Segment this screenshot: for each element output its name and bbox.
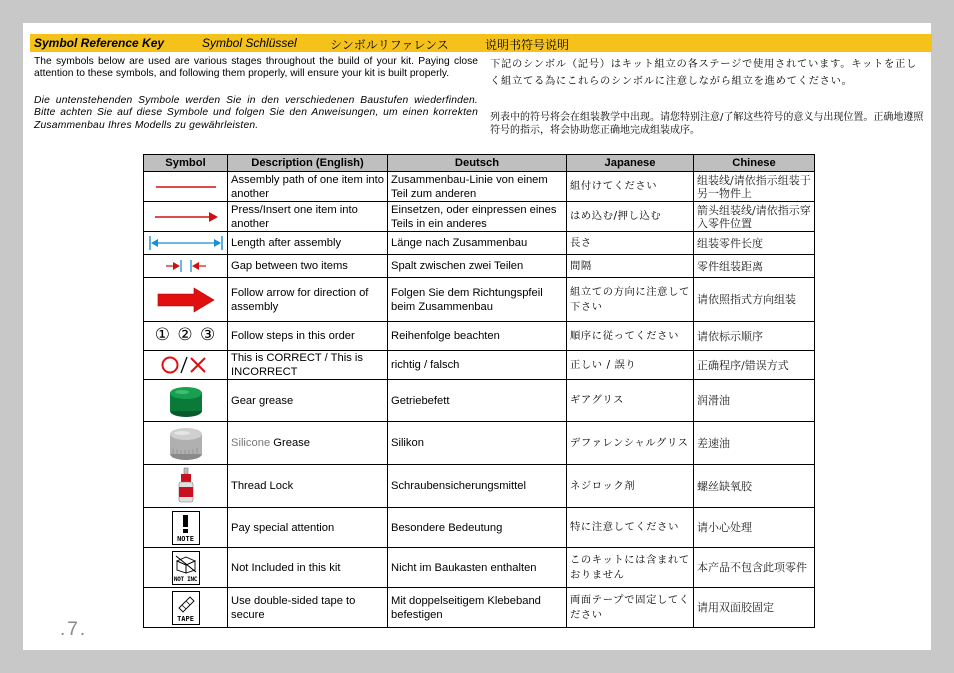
tape-label: TAPE <box>177 614 194 623</box>
title-chinese: 说明书符号说明 <box>485 38 570 52</box>
description-english: Not Included in this kit <box>228 548 388 588</box>
assembly-path-icon <box>154 182 218 192</box>
header-chinese: Chinese <box>694 155 815 172</box>
description-deutsch: richtig / falsch <box>388 351 567 380</box>
description-chinese: 润滑油 <box>694 380 815 422</box>
description-english: Assembly path of one item into another <box>228 172 388 202</box>
steps-order-icon: ① ② ③ <box>154 325 217 345</box>
header-japanese: Japanese <box>567 155 694 172</box>
description-english: Pay special attention <box>228 508 388 548</box>
table-header-row <box>144 155 815 172</box>
header-english: Description (English) <box>228 155 388 172</box>
description-japanese: 組付けてください <box>567 172 694 202</box>
table-row <box>144 322 815 351</box>
description-japanese: このキットには含まれておりません <box>567 548 694 588</box>
title-german: Symbol Schlüssel <box>202 36 297 50</box>
description-japanese: 特に注意してください <box>567 508 694 548</box>
description-japanese: ギアグリス <box>567 380 694 422</box>
description-deutsch: Einsetzen, oder einpressen eines Teils in ein anderes <box>388 202 567 232</box>
table-row <box>144 202 815 232</box>
symbol-cell <box>144 232 228 255</box>
gear-grease-icon <box>168 383 204 419</box>
description-japanese: ネジロック剤 <box>567 465 694 508</box>
symbol-cell <box>144 322 228 351</box>
intro-chinese: 列表中的符号将会在组装教学中出现。请您特别注意/了解这些符号的意义与出现位置。正确地遵照符号的指示，将会协助您正确地完成组装成序。 <box>490 112 924 136</box>
description-deutsch: Mit doppelseitigem Klebeband befestigen <box>388 588 567 628</box>
intro-german: Die untenstehenden Symbole werden Sie in den verschiedenen Baustufen wiederfinden. Bitte achten Sie auf diese Symbole und folgen Sie den Anweisungen, um einen korrekten Zusammenbau Ihres Modells zu gewährleisten. <box>34 95 478 131</box>
symbol-cell <box>144 380 228 422</box>
description-chinese: 零件组装距离 <box>694 255 815 278</box>
description-deutsch: Silikon <box>388 422 567 465</box>
symbol-cell <box>144 508 228 548</box>
description-chinese: 箭头组装线/请依指示穿入零件位置 <box>694 202 815 232</box>
table-row <box>144 172 815 202</box>
note-icon <box>172 511 200 545</box>
page-number: .7. <box>60 619 88 640</box>
description-chinese: 正确程序/错误方式 <box>694 351 815 380</box>
description-english: Follow arrow for direction of assembly <box>228 278 388 322</box>
symbol-reference-table <box>143 154 815 628</box>
header-deutsch: Deutsch <box>388 155 567 172</box>
note-label: NOTE <box>177 534 194 543</box>
tape-strip-icon <box>174 594 198 614</box>
symbol-cell <box>144 202 228 232</box>
symbol-cell <box>144 351 228 380</box>
direction-arrow-icon <box>156 287 216 313</box>
insert-arrow-icon <box>153 211 219 223</box>
symbol-cell <box>144 465 228 508</box>
description-chinese: 请小心处理 <box>694 508 815 548</box>
description-english <box>228 422 388 465</box>
description-chinese: 本产品不包含此项零件 <box>694 548 815 588</box>
description-japanese: 順序に従ってください <box>567 322 694 351</box>
intro-english: The symbols below are used are various stages throughout the build of your kit. Paying close attention to these symbols, and following them properly, will ensure your kit is built properly. <box>34 56 478 80</box>
symbol-cell <box>144 422 228 465</box>
not-included-label: NOT INC <box>173 575 198 583</box>
not-included-icon <box>172 551 200 585</box>
table-row <box>144 278 815 322</box>
exclamation-mark-icon <box>183 515 188 527</box>
exclamation-dot-icon <box>183 529 188 533</box>
description-english: Length after assembly <box>228 232 388 255</box>
description-chinese: 请依照指式方向组装 <box>694 278 815 322</box>
description-english: Use double-sided tape to secure <box>228 588 388 628</box>
description-deutsch: Besondere Bedeutung <box>388 508 567 548</box>
table-row <box>144 548 815 588</box>
description-japanese: 間隔 <box>567 255 694 278</box>
table-row <box>144 508 815 548</box>
description-chinese: 差速油 <box>694 422 815 465</box>
description-japanese: 組立ての方向に注意して下さい <box>567 278 694 322</box>
description-deutsch: Zusammenbau-Linie von einem Teil zum anderen <box>388 172 567 202</box>
table-row <box>144 465 815 508</box>
table-row <box>144 351 815 380</box>
description-deutsch: Folgen Sie dem Richtungspfeil beim Zusammenbau <box>388 278 567 322</box>
description-english: Gap between two items <box>228 255 388 278</box>
description-deutsch: Reihenfolge beachten <box>388 322 567 351</box>
description-chinese: 螺丝缺氧胶 <box>694 465 815 508</box>
header-symbol: Symbol <box>144 155 228 172</box>
description-deutsch: Spalt zwischen zwei Teilen <box>388 255 567 278</box>
description-deutsch: Nicht im Baukasten enthalten <box>388 548 567 588</box>
symbol-cell <box>144 548 228 588</box>
description-deutsch: Getriebefett <box>388 380 567 422</box>
silicone-grease-icon <box>168 424 204 462</box>
description-deutsch: Länge nach Zusammenbau <box>388 232 567 255</box>
correct-incorrect-icon <box>161 355 211 375</box>
description-japanese: 正しい / 誤り <box>567 351 694 380</box>
box-icon <box>174 554 198 574</box>
description-japanese: デファレンシャルグリス <box>567 422 694 465</box>
symbol-cell <box>144 278 228 322</box>
table-row <box>144 588 815 628</box>
table-row <box>144 380 815 422</box>
description-chinese: 组装线/请依指示组装于另一物件上 <box>694 172 815 202</box>
description-english: Follow steps in this order <box>228 322 388 351</box>
description-japanese: 両面テープで固定してください <box>567 588 694 628</box>
symbol-cell <box>144 588 228 628</box>
description-chinese: 请用双面胶固定 <box>694 588 815 628</box>
description-english: Gear grease <box>228 380 388 422</box>
description-english-main: Grease <box>273 437 310 449</box>
description-english: Thread Lock <box>228 465 388 508</box>
description-english: This is CORRECT / This is INCORRECT <box>228 351 388 380</box>
symbol-cell <box>144 172 228 202</box>
gap-icon <box>164 259 208 273</box>
title-english: Symbol Reference Key <box>34 36 165 50</box>
description-chinese: 组装零件长度 <box>694 232 815 255</box>
description-japanese: 長さ <box>567 232 694 255</box>
intro-japanese: 下記のシンボル（記号）はキット組立の各ステージで使用されています。キットを正しく組立てる為にこれらのシンボルに注意しながら組立を進めてください。 <box>490 58 917 87</box>
description-japanese: はめ込む/押し込む <box>567 202 694 232</box>
table-row <box>144 232 815 255</box>
title-japanese: シンボルリファレンス <box>330 38 449 52</box>
description-english: Press/Insert one item into another <box>228 202 388 232</box>
table-row <box>144 422 815 465</box>
thread-lock-icon <box>176 467 196 505</box>
symbol-cell <box>144 255 228 278</box>
description-english-gray: Silicone <box>231 437 271 449</box>
table-row <box>144 255 815 278</box>
title-bar <box>30 34 932 52</box>
description-deutsch: Schraubensicherungsmittel <box>388 465 567 508</box>
description-chinese: 请依标示顺序 <box>694 322 815 351</box>
length-after-assembly-icon <box>148 235 224 251</box>
tape-icon <box>172 591 200 625</box>
